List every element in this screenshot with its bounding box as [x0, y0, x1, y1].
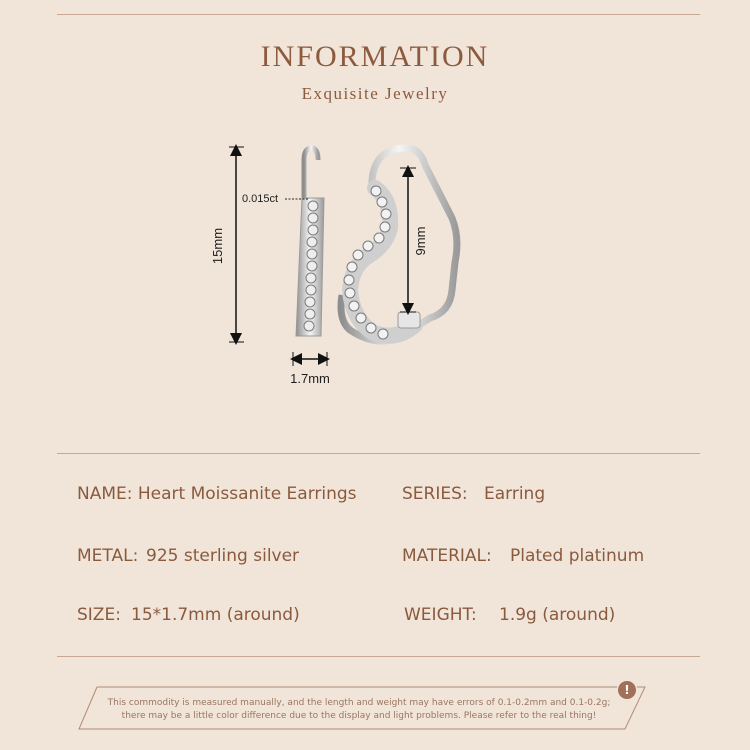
page-title: INFORMATION — [260, 40, 490, 73]
earring-dimension-figure — [190, 130, 490, 400]
spec-metal-key: METAL: — [77, 546, 139, 566]
stone-weight-label: 0.015ct — [242, 193, 279, 205]
spec-series-key: SERIES: — [402, 484, 468, 504]
height-label: 15mm — [210, 227, 225, 265]
notice-line-1: This commodity is measured manually, and the length and weight may have errors of 0.1-0.2mm and 0.1-0.2g; — [107, 698, 611, 708]
spec-weight — [404, 605, 664, 625]
spec-size-value: 15*1.7mm (around) — [131, 605, 300, 625]
spec-series — [402, 484, 602, 504]
warning-icon: ! — [618, 681, 636, 699]
spec-size — [77, 605, 337, 625]
notice-text — [94, 697, 624, 723]
spec-name-value: Heart Moissanite Earrings — [137, 484, 357, 504]
inner-length-label: 9mm — [413, 226, 428, 256]
notice-line-2: there may be a little color difference due to the display and light problems. Please refer to the real thing! — [121, 711, 597, 721]
spec-series-value: Earring — [484, 484, 546, 504]
specs-bottom-divider — [57, 656, 700, 657]
spec-weight-value: 1.9g (around) — [499, 605, 616, 625]
width-dimension-arrow — [293, 352, 327, 366]
spec-name-key: NAME: — [77, 484, 133, 504]
page-subtitle: Exquisite Jewelry — [301, 84, 449, 103]
earring-front-view — [341, 148, 457, 341]
top-divider — [57, 14, 700, 15]
earring-side-view — [296, 148, 324, 336]
spec-metal-value: 925 sterling silver — [146, 546, 300, 566]
spec-material-key: MATERIAL: — [402, 546, 492, 566]
width-label: 1.7mm — [290, 371, 330, 386]
spec-material — [402, 546, 662, 566]
spec-material-value: Plated platinum — [510, 546, 645, 566]
spec-metal — [77, 546, 337, 566]
specs-top-divider — [57, 453, 700, 454]
height-dimension-arrow — [229, 147, 244, 342]
spec-weight-key: WEIGHT: — [404, 605, 477, 625]
spec-name — [77, 484, 357, 504]
spec-size-key: SIZE: — [77, 605, 121, 625]
